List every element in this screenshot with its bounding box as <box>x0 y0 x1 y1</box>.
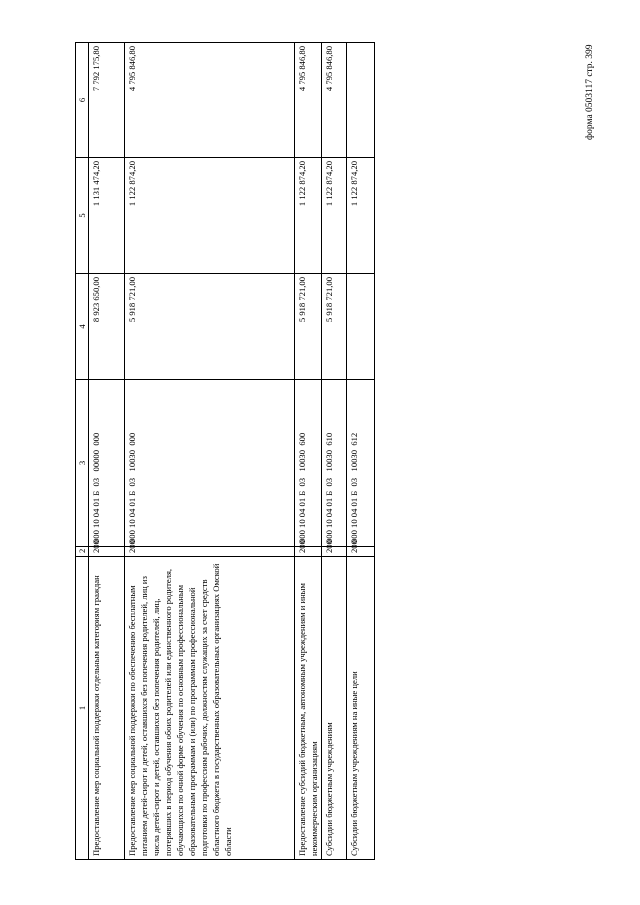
table-row <box>322 43 347 860</box>
row-budget-code: 000 10 04 01 Б 03 10030 612 <box>347 380 375 547</box>
row-name: Субсидии бюджетным учреждениям <box>322 557 347 860</box>
header-cell-2: 2 <box>76 547 89 557</box>
row-budget-code: 000 10 04 01 Б 03 10030 600 <box>295 380 322 547</box>
row-unexecuted <box>347 43 375 158</box>
report-table <box>75 42 375 860</box>
row-executed: 1 122 874,20 <box>322 158 347 274</box>
row-budget-code: 000 10 04 01 Б 03 00000 000 <box>89 380 125 547</box>
row-approved <box>347 274 375 380</box>
header-cell-6: 6 <box>76 43 89 158</box>
table-row <box>89 43 125 860</box>
row-line-code: 200 <box>125 547 295 557</box>
row-line-code: 200 <box>347 547 375 557</box>
row-unexecuted: 4 795 846,80 <box>125 43 295 158</box>
row-executed: 1 122 874,20 <box>125 158 295 274</box>
row-line-code: 200 <box>295 547 322 557</box>
header-row <box>76 43 89 860</box>
row-executed: 1 122 874,20 <box>347 158 375 274</box>
row-line-code: 200 <box>322 547 347 557</box>
header-cell-1: 1 <box>76 557 89 860</box>
row-line-code: 200 <box>89 547 125 557</box>
form-reference: форма 0503117 стр. 399 <box>585 44 595 140</box>
row-unexecuted: 7 792 175,80 <box>89 43 125 158</box>
row-unexecuted: 4 795 846,80 <box>295 43 322 158</box>
row-budget-code: 000 10 04 01 Б 03 10030 610 <box>322 380 347 547</box>
table-row <box>125 43 295 860</box>
row-approved: 5 918 721,00 <box>125 274 295 380</box>
row-name: Предоставление мер социальной поддержки отдельным категориям граждан <box>89 557 125 860</box>
row-budget-code: 000 10 04 01 Б 03 10030 000 <box>125 380 295 547</box>
row-executed: 1 122 874,20 <box>295 158 322 274</box>
header-cell-4: 4 <box>76 274 89 380</box>
row-unexecuted: 4 795 846,80 <box>322 43 347 158</box>
table-row <box>347 43 375 860</box>
table-row <box>295 43 322 860</box>
row-name: Субсидии бюджетным учреждениям на иные цели <box>347 557 375 860</box>
header-cell-3: 3 <box>76 380 89 547</box>
row-name: Предоставление субсидий бюджетным, автономным учреждениям и иным некоммерческим организациям <box>295 557 322 860</box>
header-cell-5: 5 <box>76 158 89 274</box>
row-executed: 1 131 474,20 <box>89 158 125 274</box>
row-name: Предоставление мер социальной поддержки по обеспечению бесплатным питанием детей-сирот и детей, оставшихся без попечения родителей, лиц из числа детей-сирот и детей, оставшихся без попечения родителей, лиц, потерявших в период обучения обоих родителей или единственного родителя, обучающихся по очной форме обучения по основным профессиональным образовательным программам и (или) по программам профессиональной подготовки по профессиям рабочих, должностям служащих за счет средств областного бюджета в государственных образовательных организациях Омской области <box>125 557 295 860</box>
row-approved: 5 918 721,00 <box>322 274 347 380</box>
row-approved: 5 918 721,00 <box>295 274 322 380</box>
row-approved: 8 923 650,00 <box>89 274 125 380</box>
